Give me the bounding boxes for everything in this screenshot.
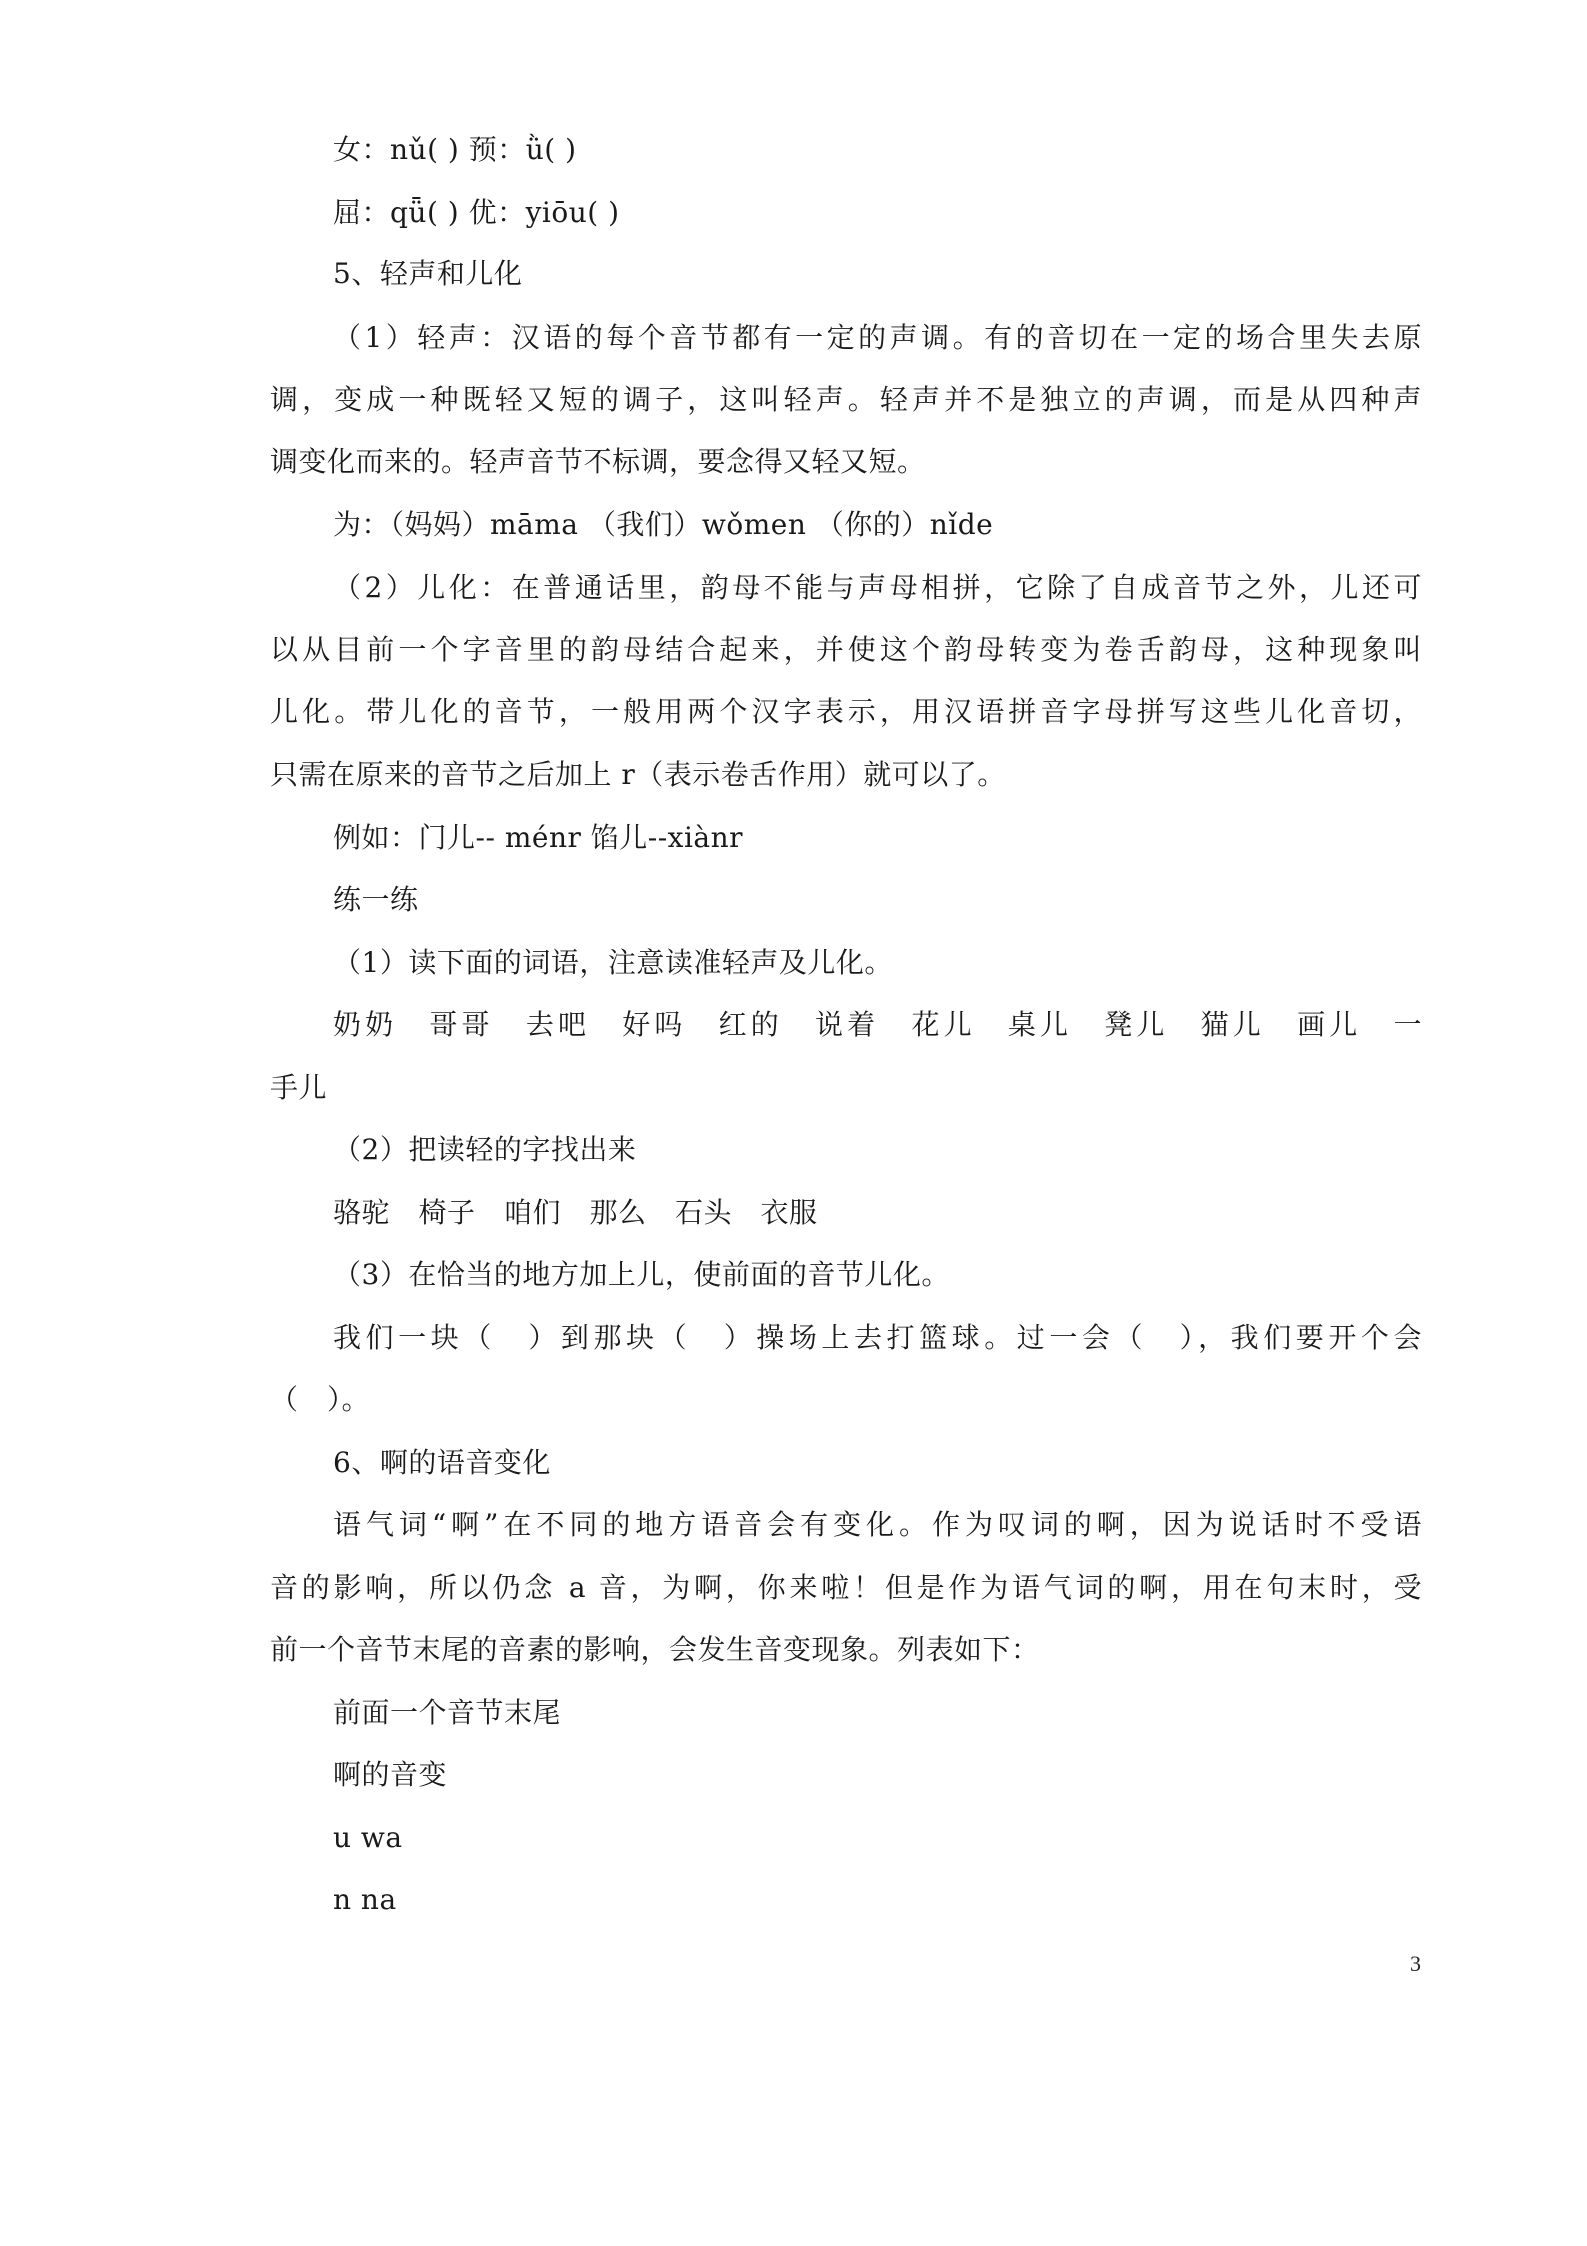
line-pinyin-exercise-1: 女：nǔ( ) 预：ǜ( ) <box>333 133 577 166</box>
table-header-a-change: 啊的音变 <box>333 1758 448 1791</box>
neutral-tone-examples: 为：（妈妈）māma （我们）wǒmen （你的）nǐde <box>333 508 994 541</box>
table-row-u-wa: u wa <box>333 1821 403 1854</box>
erhua-examples: 例如：门儿-- ménr 馅儿--xiànr <box>333 821 744 854</box>
paragraph-erhua-line-4: 只需在原来的音节之后加上 r（表示卷舌作用）就可以了。 <box>270 758 1006 791</box>
paragraph-a-sound-line-3: 前一个音节末尾的音素的影响，会发生音变现象。列表如下： <box>270 1633 1040 1666</box>
paragraph-a-sound-line-1: 语气词“啊”在不同的地方语音会有变化。作为叹词的啊，因为说话时不受语 <box>333 1508 1422 1541</box>
practice-item-2-words: 骆驼 椅子 咱们 那么 石头 衣服 <box>333 1196 818 1229</box>
paragraph-erhua-line-1: （2）儿化：在普通话里，韵母不能与声母相拼，它除了自成音节之外，儿还可 <box>333 571 1422 604</box>
practice-item-1-words-line-2: 手儿 <box>270 1071 328 1104</box>
practice-item-1-words-line-1: 奶奶 哥哥 去吧 好吗 红的 说着 花儿 桌儿 凳儿 猫儿 画儿 一 <box>333 1008 1422 1041</box>
practice-item-1-instruction: （1）读下面的词语，注意读准轻声及儿化。 <box>333 946 893 979</box>
paragraph-neutral-tone-line-3: 调变化而来的。轻声音节不标调，要念得又轻又短。 <box>270 445 926 478</box>
table-row-n-na: n na <box>333 1883 397 1916</box>
page-number: 3 <box>1410 1951 1421 1976</box>
practice-item-3-instruction: （3）在恰当的地方加上儿，使前面的音节儿化。 <box>333 1258 950 1291</box>
paragraph-neutral-tone-line-1: （1）轻声：汉语的每个音节都有一定的声调。有的音切在一定的场合里失去原 <box>333 321 1422 354</box>
section-heading-neutral-tone-erhua: 5、轻声和儿化 <box>333 257 523 290</box>
paragraph-erhua-line-2: 以从目前一个字音里的韵母结合起来，并使这个韵母转变为卷舌韵母，这种现象叫 <box>270 633 1422 666</box>
practice-item-3-sentence-line-2: （ ）。 <box>270 1383 371 1416</box>
line-pinyin-exercise-2: 屈：qǖ( ) 优：yiōu( ) <box>333 196 620 229</box>
paragraph-erhua-line-3: 儿化。带儿化的音节，一般用两个汉字表示，用汉语拼音字母拼写这些儿化音切， <box>270 695 1422 728</box>
practice-heading: 练一练 <box>333 883 419 916</box>
practice-item-3-sentence-line-1: 我们一块（ ）到那块（ ）操场上去打篮球。过一会（ ），我们要开个会 <box>333 1321 1422 1354</box>
section-heading-a-sound-change: 6、啊的语音变化 <box>333 1446 551 1479</box>
practice-item-2-instruction: （2）把读轻的字找出来 <box>333 1133 637 1166</box>
paragraph-a-sound-line-2: 音的影响，所以仍念 a 音，为啊，你来啦！但是作为语气词的啊，用在句末时，受 <box>270 1571 1422 1604</box>
table-header-preceding-ending: 前面一个音节末尾 <box>333 1696 562 1729</box>
paragraph-neutral-tone-line-2: 调，变成一种既轻又短的调子，这叫轻声。轻声并不是独立的声调，而是从四种声 <box>270 383 1422 416</box>
